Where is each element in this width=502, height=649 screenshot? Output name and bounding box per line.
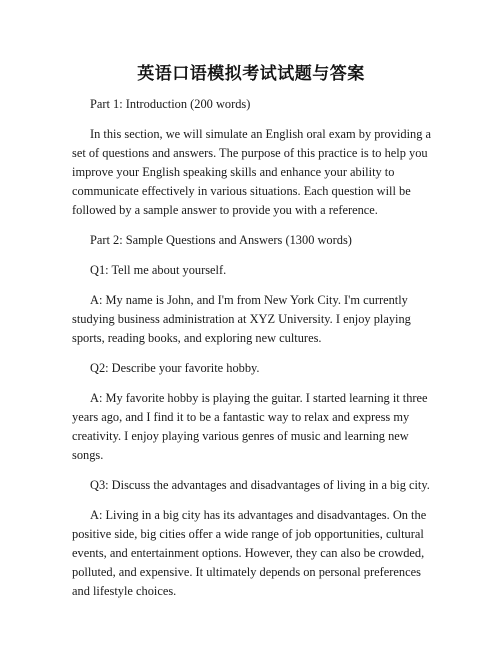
document-body [72, 95, 432, 612]
answer-1: A: My name is John, and I'm from New York City. I'm currently studying business administration at XYZ University. I enjoy playing sports, reading books, and exploring new cultures. [72, 293, 411, 345]
answer-2: A: My favorite hobby is playing the guitar. I started learning it three years ago, and I find it to be a fantastic way to relax and express my creativity. I enjoy playing various genres of music and learning new songs. [72, 391, 428, 462]
question-3: Q3: Discuss the advantages and disadvantages of living in a big city. [90, 478, 430, 492]
page-title: 英语口语模拟考试试题与答案 [137, 64, 365, 84]
introduction-paragraph: In this section, we will simulate an English oral exam by providing a set of questions and answers. The purpose of this practice is to help you improve your English speaking skills and enhance your ability to communicate effectively in various situations. Each question will be followed by a sample answer to provide you with a reference. [72, 127, 432, 217]
question-1: Q1: Tell me about yourself. [90, 263, 227, 277]
section-heading-part2: Part 2: Sample Questions and Answers (1300 words) [90, 233, 352, 247]
answer-3: A: Living in a big city has its advantages and disadvantages. On the positive side, big cities offer a wide range of job opportunities, cultural events, and entertainment options. However, they can also be crowded, polluted, and expensive. It ultimately depends on personal preferences and lifestyle choices. [72, 508, 427, 598]
question-2: Q2: Describe your favorite hobby. [90, 361, 260, 375]
section-heading-part1: Part 1: Introduction (200 words) [90, 97, 251, 111]
